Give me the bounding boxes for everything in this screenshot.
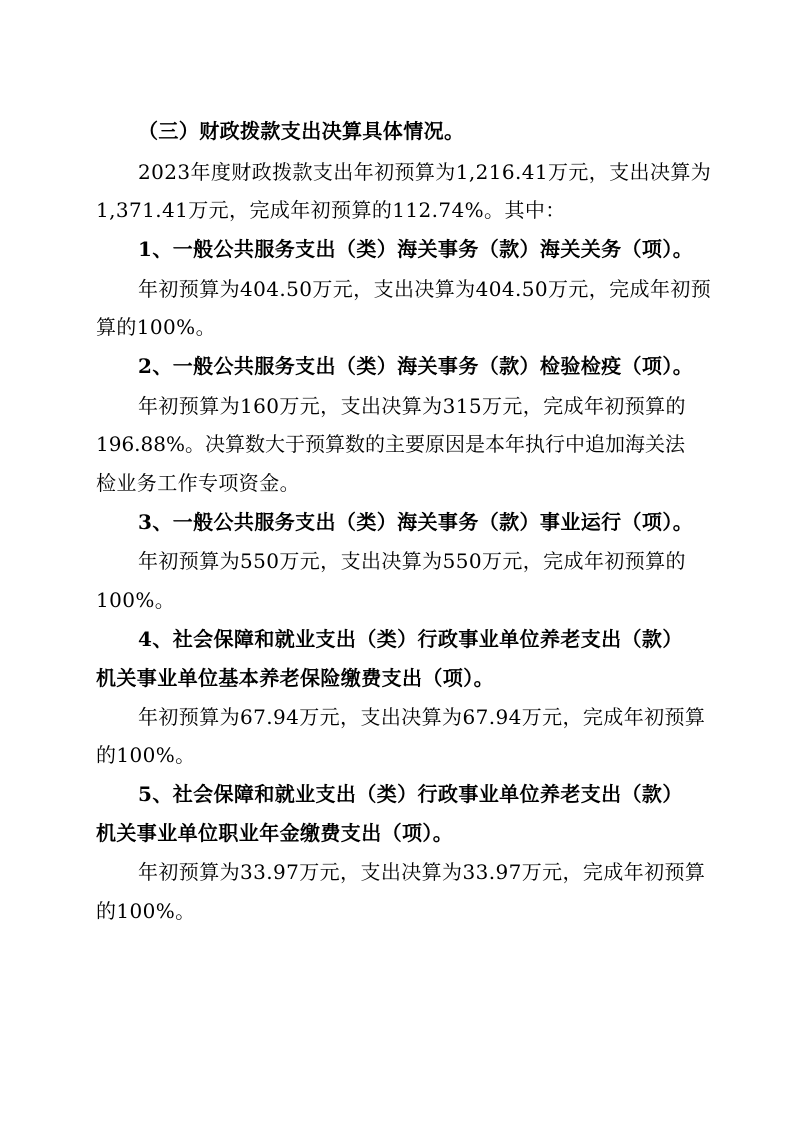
item-2-heading: 2、一般公共服务支出（类）海关事务（款）检验检疫（项）。 <box>138 354 694 378</box>
item-2-body-line-3: 检业务工作专项资金。 <box>96 471 300 495</box>
item-3-body-line-1: 年初预算为550万元，支出决算为550万元，完成年初预算的 <box>138 549 686 573</box>
item-2-body-line-1: 年初预算为160万元，支出决算为315万元，完成年初预算的 <box>138 394 686 418</box>
item-1-body-line-1: 年初预算为404.50万元，支出决算为404.50万元，完成年初预 <box>138 277 712 301</box>
intro-line-1: 2023年度财政拨款支出年初预算为1,216.41万元，支出决算为 <box>138 160 712 184</box>
item-5-body-line-2: 的100%。 <box>96 899 196 923</box>
item-1-heading: 1、一般公共服务支出（类）海关事务（款）海关关务（项）。 <box>138 237 694 261</box>
item-4-body-line-1: 年初预算为67.94万元，支出决算为67.94万元，完成年初预算 <box>138 705 706 729</box>
item-1-body-line-2: 算的100%。 <box>96 315 216 339</box>
item-3-body-line-2: 100%。 <box>96 588 176 612</box>
item-5-heading-line-2: 机关事业单位职业年金缴费支出（项）。 <box>96 821 454 845</box>
item-4-body-line-2: 的100%。 <box>96 743 196 767</box>
intro-line-2: 1,371.41万元，完成年初预算的112.74%。其中： <box>96 198 566 222</box>
item-2-body-line-2: 196.88%。决算数大于预算数的主要原因是本年执行中追加海关法 <box>96 432 685 456</box>
item-3-heading: 3、一般公共服务支出（类）海关事务（款）事业运行（项）。 <box>138 510 694 534</box>
item-5-heading-line-1: 5、社会保障和就业支出（类）行政事业单位养老支出（款） <box>138 782 683 806</box>
item-5-body-line-1: 年初预算为33.97万元，支出决算为33.97万元，完成年初预算 <box>138 860 706 884</box>
item-4-heading-line-1: 4、社会保障和就业支出（类）行政事业单位养老支出（款） <box>138 627 683 651</box>
section-heading: （三）财政拨款支出决算具体情况。 <box>138 119 465 143</box>
item-4-heading-line-2: 机关事业单位基本养老保险缴费支出（项）。 <box>96 666 494 690</box>
